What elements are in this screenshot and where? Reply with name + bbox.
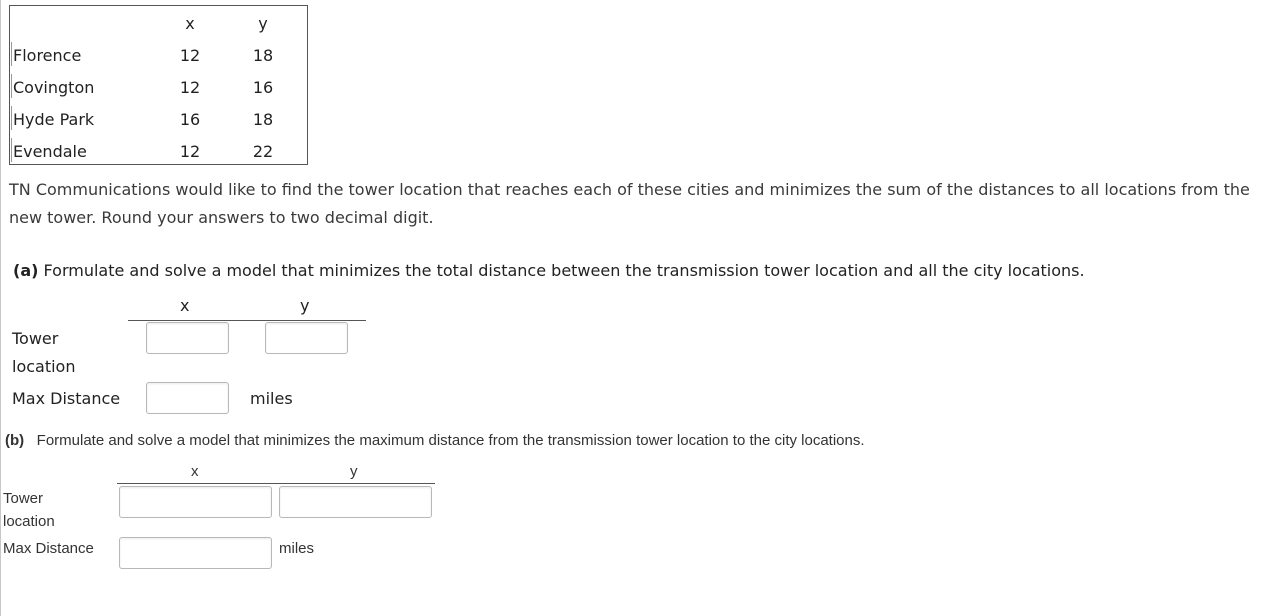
city-name: Evendale [13, 142, 87, 161]
part-b-tower-label-line2: location [3, 513, 55, 530]
row-divider [11, 42, 12, 66]
problem-intro-text: TN Communications would like to find the tower location that reaches each of these cities and minimizes the sum of the distances to all locations from the new tower. Round your answers to two decimal digit. [9, 180, 1250, 227]
city-y-value: 18 [252, 46, 274, 65]
part-a-title-text: Formulate and solve a model that minimizes the total distance between the transmission tower location and all the city locations. [43, 261, 1085, 280]
part-b-miles-unit: miles [279, 540, 315, 557]
part-a-col-x-header: x [180, 296, 190, 315]
city-name: Hyde Park [13, 110, 95, 129]
part-b-tag: (b) [5, 432, 25, 449]
part-b-max-distance-label: Max Distance [3, 540, 94, 557]
table-row [10, 70, 307, 102]
row-divider [11, 138, 12, 162]
part-b-tower-y-input[interactable] [279, 486, 432, 518]
part-a-miles-unit: miles [250, 389, 293, 408]
part-b-tower-x-input[interactable] [119, 486, 272, 518]
city-y-value: 16 [252, 78, 274, 97]
city-x-value: 16 [179, 110, 201, 129]
city-coordinates-table [9, 5, 308, 165]
city-x-value: 12 [179, 142, 201, 161]
part-a-tower-label-line2: location [12, 357, 76, 376]
table-row [10, 134, 307, 166]
part-b-col-y-header: y [350, 463, 358, 480]
left-border [0, 0, 1, 616]
city-y-value: 18 [252, 110, 274, 129]
part-b-tower-label-line1: Tower [3, 490, 44, 507]
part-a-question [13, 261, 1085, 280]
part-a-tag: (a) [13, 261, 39, 280]
part-b-question [5, 432, 865, 449]
city-x-value: 12 [179, 46, 201, 65]
part-b-title-text: Formulate and solve a model that minimizes the maximum distance from the transmission tower location to the city locations. [36, 432, 865, 449]
row-divider [11, 74, 12, 98]
table-row [10, 102, 307, 134]
table-header-y: y [258, 14, 268, 33]
part-b-header-divider [117, 483, 435, 484]
row-divider [11, 106, 12, 130]
city-name: Covington [13, 78, 95, 97]
table-row [10, 38, 307, 70]
part-a-max-distance-label: Max Distance [12, 389, 121, 408]
part-a-header-divider [128, 320, 366, 321]
part-a-tower-y-input[interactable] [265, 322, 348, 354]
city-name: Florence [13, 46, 82, 65]
part-a-tower-x-input[interactable] [146, 322, 229, 354]
part-a-col-y-header: y [300, 296, 310, 315]
table-header-x: x [185, 14, 195, 33]
city-y-value: 22 [252, 142, 274, 161]
city-x-value: 12 [179, 78, 201, 97]
part-b-col-x-header: x [191, 463, 199, 480]
part-a-tower-label-line1: Tower [12, 329, 59, 348]
part-b-max-distance-input[interactable] [119, 537, 272, 569]
part-a-max-distance-input[interactable] [146, 382, 229, 414]
